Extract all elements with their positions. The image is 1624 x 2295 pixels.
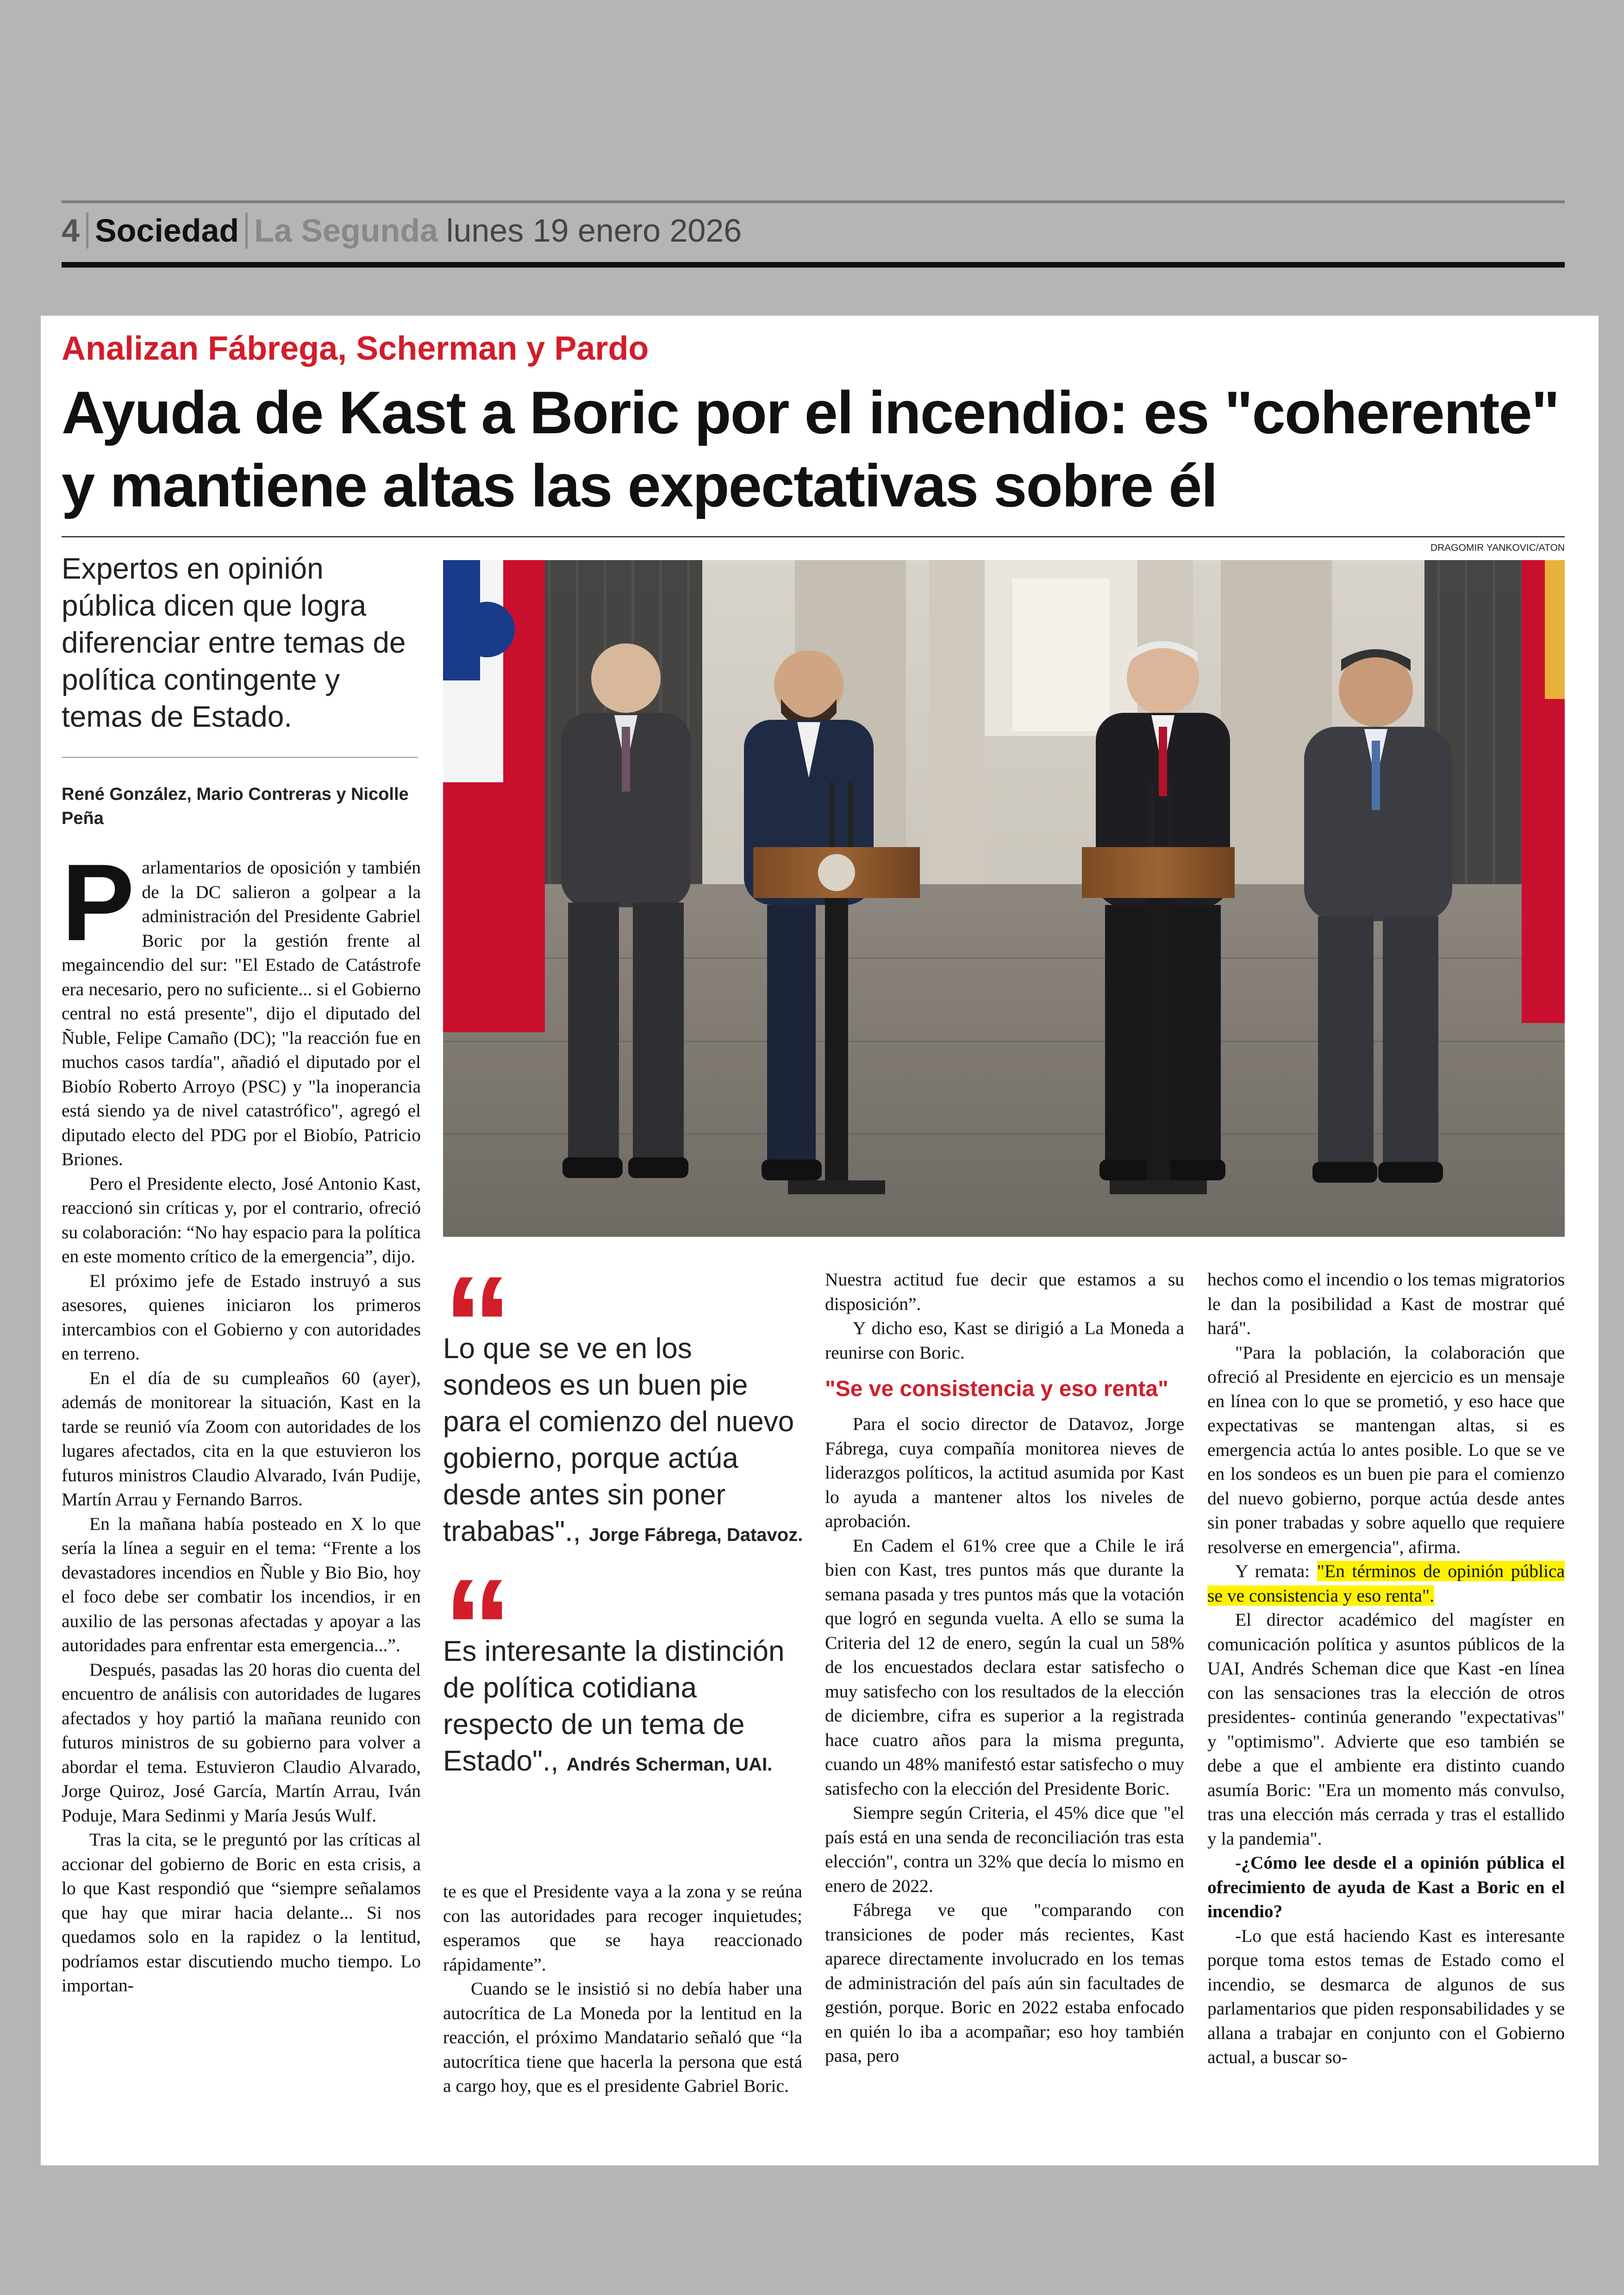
- body-paragraph: Para el socio director de Datavoz, Jorge Fábrega, cuya compañía monitorea nieves de liderazgos políticos, la actitud asumida por Kast lo ayuda a mantener altos los niveles de aprobación.: [825, 1414, 1184, 1531]
- deck-rule: [62, 757, 418, 758]
- article-column-3: [825, 1267, 1184, 2068]
- drop-cap: P: [62, 842, 135, 964]
- press-conference-photo: [443, 560, 1565, 1237]
- body-paragraph: Pero el Presidente electo, José Antonio Kast, reaccionó sin críticas y, por el contrario, ofreció su colaboración: “No hay espacio para la política en este momento crítico de la emergencia”, dijo.: [62, 1173, 421, 1266]
- body-paragraph: Tras la cita, se le preguntó por las críticas al accionar del gobierno de Boric en esta crisis, a lo que Kast respondió que “siempre señalamos que hay que mirar hacia delante... Si nos quedamos solo en la rapidez o la lentitud, podríamos estar discutiendo mucho tiempo. Lo importan-: [62, 1829, 421, 1996]
- highlighted-quote: "En términos de opinión pública se ve consistencia y eso renta".: [1207, 1561, 1565, 1606]
- quote-attribution: Andrés Scherman, UAI.: [566, 1754, 773, 1775]
- body-paragraph: [1207, 1559, 1565, 1608]
- body-paragraph: hechos como el incendio o los temas migratorios le dan la posibilidad a Kast de mostrar qué hará".: [1207, 1269, 1565, 1338]
- article-column-1: [62, 842, 421, 1998]
- quote-text: Lo que se ve en los sondeos es un buen pie para el comienzo del nuevo gobierno, porque actúa desde antes sin poner trababas".,: [443, 1333, 794, 1547]
- section-name: Sociedad: [94, 212, 239, 249]
- article-column-2: [443, 1879, 802, 2098]
- issue-date: lunes 19 enero 2026: [446, 212, 742, 249]
- page-header: [62, 207, 742, 254]
- body-paragraph: Siempre según Criteria, el 45% dice que "el país está en una senda de reconciliación tras esta elección", contra un 32% que decía lo mismo en enero de 2022.: [825, 1802, 1184, 1896]
- body-paragraph: te es que el Presidente vaya a la zona y se reúna con las autoridades para recoger inquietudes; esperamos que se haya reaccionado rápidamente”.: [443, 1881, 802, 1975]
- body-paragraph: En el día de su cumpleaños 60 (ayer), además de monitorear la situación, Kast en la tarde se reunió vía Zoom con autoridades de los lugares afectados, cita en la que estuvieron los futuros ministros Claudio Alvarado, Iván Pudije, Martín Arrau y Fernando Barros.: [62, 1367, 421, 1509]
- interview-question: -¿Cómo lee desde el a opinión pública el ofrecimiento de ayuda de Kast a Boric en el incendio?: [1207, 1852, 1565, 1921]
- header-top-rule: [62, 200, 1565, 203]
- body-paragraph: El director académico del magíster en comunicación política y asuntos públicos de la UAI, Andrés Scheman dice que Kast -en línea con las sensaciones tras la elección de otros presidentes- continúa generando "expectativas" y "optimismo". Advierte que eso también se debe a que el ambiente era distinto cuando asumía Boric: "Era un momento más convulso, tras una elección más cerrada y tras el estallido y la pandemia".: [1207, 1609, 1565, 1849]
- pull-quotes: [443, 1247, 804, 1779]
- article-byline: René González, Mario Contreras y Nicolle Peña: [62, 785, 409, 828]
- body-paragraph: Fábrega ve que "comparando con transiciones de poder más recientes, Kast aparece directamente involucrado en los temas de administración del país aún sin facultades de gestión, porque. Boric en 2022 estaba enfocado en quién lo iba a acompañar; eso hoy también pasa, pero: [825, 1900, 1184, 2066]
- header-divider: [245, 212, 248, 249]
- article-kicker: Analizan Fábrega, Scherman y Pardo: [62, 330, 649, 367]
- body-paragraph: Cuando se le insistió si no debía haber una autocrítica de La Moneda por la lentitud en la reacción, el próximo Mandatario señaló que “la autocrítica tiene que hacerla la persona que está a cargo hoy, que es el presidente Gabriel Boric.: [443, 1978, 802, 2096]
- body-paragraph: arlamentarios de oposición y también de la DC salieron a golpear a la administración del Presidente Gabriel Boric por la gestión frente al megaincendio del sur: "El Estado de Catástrofe era necesario, pero no suficiente... si el Gobierno central no está presente", dijo el diputado del Ñuble, Felipe Camaño (DC); "la reacción fue en muchos casos tardía", añadió el diputado por el Biobío Roberto Arroyo (PSC) y "la inoperancia está siendo ya de nivel catastrófico", agregó el diputado electo del PDG por el Biobío, Patricio Briones.: [62, 857, 421, 1169]
- body-paragraph: El próximo jefe de Estado instruyó a sus asesores, quienes iniciaron los primeros intercambios con el Gobierno y con autoridades en terreno.: [62, 1270, 421, 1364]
- article-deck: Expertos en opinión pública dicen que logra diferenciar entre temas de política contingente y temas de Estado.: [62, 552, 406, 733]
- section-subhead: "Se ve consistencia y eso renta": [825, 1377, 1168, 1401]
- pull-quote-1: [443, 1330, 804, 1550]
- header-bottom-rule: [62, 262, 1565, 268]
- article-photo: [443, 560, 1565, 1237]
- quote-mark-icon: “: [443, 1247, 504, 1403]
- photo-credit: DRAGOMIR YANKOVIC/ATON: [1430, 543, 1565, 553]
- body-paragraph: Después, pasadas las 20 horas dio cuenta del encuentro de análisis con autoridades de lugares afectados y hoy partió la mañana reunido con futuros ministros de su gobierno para volver a abordar el tema. Estuvieron Claudio Alvarado, Jorge Quiroz, José García, Martín Arrau, Iván Poduje, Mara Sedinmi y María Jesús Wulf.: [62, 1659, 421, 1826]
- quote-text: Es interesante la distinción de política cotidiana respecto de un tema de Estado".,: [443, 1635, 785, 1777]
- body-paragraph: "Para la población, la colaboración que ofreció al Presidente en ejercicio es un mensaje en línea con lo que se prometió, y eso hace que expectativas se mantengan altas, si es emergencia actúa lo antes posible. Lo que se ve en los sondeos es un buen pie para el comienzo del nuevo gobierno, porque actúa desde antes sin poner trabadas y sobre aquello que requiere resolverse en emergencia", afirma.: [1207, 1342, 1565, 1557]
- body-paragraph: -Lo que está haciendo Kast es interesante porque toma estos temas de Estado como el incendio, se desmarca de algunos de sus parlamentarios que piden responsabilidades y se allana a trabajar en conjunto con el Gobierno actual, a buscar so-: [1207, 1925, 1565, 2067]
- publication-name: La Segunda: [254, 212, 438, 249]
- header-divider: [86, 212, 88, 249]
- quote-attribution: Jorge Fábrega, Datavoz.: [588, 1525, 803, 1545]
- body-paragraph: En Cadem el 61% cree que a Chile le irá bien con Kast, tres puntos más que durante la semana pasada y tres puntos más que la votación que logró en segunda vuelta. A ello se suma la Criteria del 12 de enero, según la cual un 58% de los encuestados declara estar satisfecho o muy satisfecho con los resultados de la elección de diciembre, cifra es superior a la registrada hace cuatro años para la misma pregunta, cuando un 48% manifestó estar satisfecho o muy satisfecho con la elección del Presidente Boric.: [825, 1535, 1184, 1799]
- body-paragraph: Y dicho eso, Kast se dirigió a La Moneda a reunirse con Boric.: [825, 1318, 1184, 1363]
- article-column-4: [1207, 1267, 1565, 2070]
- pull-quote-2: [443, 1633, 804, 1779]
- headline-rule: [62, 536, 1565, 537]
- body-paragraph: Nuestra actitud fue decir que estamos a su disposición”.: [825, 1269, 1184, 1314]
- quote-lead: Y remata:: [1235, 1561, 1310, 1581]
- article-headline: Ayuda de Kast a Boric por el incendio: es "coherente" y mantiene altas las expectativas sobre él: [62, 379, 1559, 519]
- quote-mark-icon: “: [443, 1550, 504, 1705]
- body-paragraph: En la mañana había posteado en X lo que sería la línea a seguir en el tema: “Frente a los devastadores incendios en Ñuble y Bio Bio, hoy el foco debe ser combatir los incendios, ir en auxilio de las personas afectadas y apoyar a las autoridades para enfrentar esta emergencia...”.: [62, 1513, 421, 1655]
- page-number: 4: [62, 212, 80, 249]
